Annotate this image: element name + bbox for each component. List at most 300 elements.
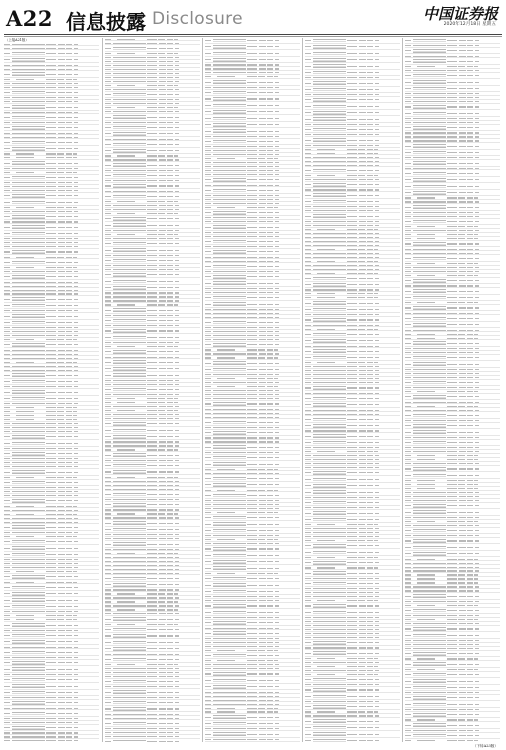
table-cell [359,77,366,78]
table-cell [175,499,179,500]
table-cell [259,217,266,218]
table-cell [313,386,346,390]
table-cell [347,216,357,217]
table-cell [305,715,311,716]
table-cell [259,313,266,314]
table-cell [113,265,146,266]
table-cell [375,89,379,90]
table-cell [313,374,346,375]
table-cell [313,81,346,85]
table-cell [274,158,278,159]
table-cell [147,77,157,78]
table-row [105,216,200,222]
table-cell [259,585,266,586]
table-cell [46,635,56,636]
table-cell [367,567,373,568]
table-cell [74,74,78,75]
table-cell [375,740,379,741]
table-cell [46,74,56,75]
table-cell [213,535,246,536]
table-cell [213,110,246,114]
table-row [105,417,200,420]
table-cell [313,145,346,146]
table-cell [147,325,157,326]
table-cell [275,555,279,556]
table-cell [12,651,45,655]
table-row [205,330,300,333]
table-cell [74,495,78,496]
table-cell [267,179,273,180]
table-cell [167,445,173,446]
table-cell [267,568,273,569]
table-cell [259,124,266,125]
table-cell [259,441,266,442]
table-cell [12,458,45,459]
table-row [205,166,300,169]
table-row [4,505,99,508]
table-cell [213,427,246,428]
table-cell [113,736,146,737]
table-cell [159,250,166,251]
table-cell [159,117,166,118]
table-cell [367,66,373,67]
table-cell [305,140,311,141]
table-cell [147,728,157,729]
table-row [305,451,400,454]
table-cell [347,225,357,226]
table-row [305,392,400,395]
table-cell [58,500,65,501]
table-cell [175,732,179,733]
table-cell [12,380,45,384]
table-cell [167,346,173,347]
table-cell [213,174,246,175]
table-cell [374,175,378,176]
table-row [4,82,99,85]
table-cell [305,170,311,171]
table-row [105,111,200,114]
table-row [405,38,500,44]
table-cell [12,242,45,243]
table-cell [57,411,64,412]
table-cell [347,179,357,180]
table-cell [175,430,179,431]
table-cell [305,106,311,107]
table-cell [12,366,45,367]
table-cell [313,161,346,162]
table-cell [347,149,357,150]
table-cell [66,117,72,118]
table-cell [317,149,335,150]
table-cell [175,81,179,82]
table-cell [205,708,211,709]
table-cell [147,111,157,112]
table-cell [205,221,211,222]
table-cell [74,686,78,687]
table-cell [175,394,179,395]
table-cell [205,82,211,83]
table-cell [259,398,266,399]
table-cell [313,571,346,575]
table-cell [374,658,378,659]
table-cell [367,479,373,480]
table-cell [58,59,65,60]
table-cell [205,495,211,496]
table-cell [205,723,211,724]
table-cell [167,485,173,486]
table-row [305,434,400,440]
table-row [4,246,99,249]
table-row [205,664,300,667]
table-cell [175,310,179,311]
table-cell [12,72,45,76]
table-cell [359,637,366,638]
table-cell [175,209,179,210]
table-cell [159,499,166,500]
table-cell [66,195,72,196]
table-row [4,297,99,303]
table-row [105,265,200,268]
table-cell [147,477,157,478]
table-cell [12,87,45,88]
table-cell [113,534,146,535]
table-cell [305,404,311,405]
table-cell [305,382,311,383]
table-cell [12,176,45,180]
table-cell [74,163,78,164]
table-cell [367,562,373,563]
table-cell [267,271,273,272]
table-cell [147,441,157,442]
table-cell [4,482,10,483]
table-cell [74,522,78,523]
table-cell [117,107,135,108]
table-cell [4,153,10,154]
table-row [305,647,400,650]
table-row [305,688,400,694]
table-cell [147,635,157,636]
table-cell [247,417,257,418]
table-cell [367,210,373,211]
table-row [305,318,400,324]
table-cell [275,398,279,399]
table-row [105,707,200,713]
table-cell [259,322,266,323]
table-cell [275,437,279,438]
table-cell [305,284,311,285]
table-cell [66,177,72,178]
continued-from-label: （上接A21版） [5,38,29,42]
table-cell [105,718,111,719]
table-cell [359,195,366,196]
table-cell [159,380,166,381]
table-cell [274,539,278,540]
table-row [305,620,400,623]
table-cell [74,310,78,311]
table-cell [267,555,273,556]
table-row [105,248,200,254]
table-cell [267,190,273,191]
table-cell [405,40,411,41]
table-cell [359,701,366,702]
table-cell [205,512,211,513]
table-row [4,498,99,504]
table-cell [159,517,166,518]
table-cell [305,711,311,712]
table-cell [58,310,65,311]
table-cell [46,207,56,208]
table-row [105,64,200,67]
table-cell [105,708,111,709]
table-cell [217,660,235,661]
table-row [205,394,300,397]
table-cell [247,617,257,618]
table-cell [359,278,366,279]
table-cell [359,157,366,158]
table-cell [167,281,173,282]
table-cell [258,711,265,712]
table-cell [113,732,146,733]
table-cell [205,427,211,428]
table-row [4,509,99,512]
table-cell [66,233,72,234]
table-cell [259,457,266,458]
table-cell [205,105,211,106]
table-cell [367,727,373,728]
table-cell [213,437,246,438]
table-cell [367,455,373,456]
table-cell [259,561,266,562]
table-cell [259,154,266,155]
table-cell [274,490,278,491]
table-cell [367,201,373,202]
table-cell [247,141,257,142]
table-cell [267,335,273,336]
table-cell [167,460,173,461]
table-cell [147,238,157,239]
table-cell [113,174,146,178]
table-row [305,374,400,377]
table-cell [46,697,56,698]
table-cell [167,477,173,478]
table-cell [267,664,273,665]
table-cell [113,613,146,614]
table-row [305,604,400,610]
table-cell [313,617,346,618]
table-row [305,430,400,433]
table-cell [58,587,65,588]
table-row [105,640,200,646]
table-cell [159,144,166,145]
table-cell [205,266,211,267]
table-cell [12,510,45,511]
table-row [305,248,400,251]
table-cell [267,353,273,354]
table-cell [347,329,357,330]
table-row [105,92,200,98]
table-cell [359,485,366,486]
table-cell [175,406,179,407]
table-cell [46,286,56,287]
table-cell [213,398,246,399]
table-cell [167,672,173,673]
table-cell [367,513,373,514]
table-cell [159,296,166,297]
table-cell [147,94,157,95]
table-cell [105,659,111,660]
table-cell [58,487,65,488]
table-cell [105,597,111,598]
table-cell [4,366,10,367]
table-row [4,623,99,629]
table-cell [12,168,45,169]
table-row [305,556,400,559]
table-cell [159,73,166,74]
table-cell [317,297,335,298]
table-row [205,320,300,326]
table-cell [259,199,266,200]
table-cell [66,713,72,714]
table-cell [375,161,379,162]
table-row [305,463,400,466]
table-cell [12,190,45,191]
table-cell [113,61,146,62]
table-cell [16,267,34,268]
table-row [305,616,400,619]
table-cell [313,528,346,529]
table-cell [12,403,45,404]
table-cell [347,289,357,290]
table-cell [367,583,373,584]
table-cell [4,582,10,583]
table-cell [105,517,111,518]
table-cell [167,342,173,343]
table-cell [247,478,257,479]
table-cell [66,242,72,243]
table-cell [147,460,157,461]
table-row [305,673,400,676]
table-cell [375,216,379,217]
table-cell [175,436,179,437]
table-cell [58,107,65,108]
table-cell [213,664,246,665]
table-cell [12,286,45,287]
table-cell [205,349,211,350]
table-cell [74,370,78,371]
table-row [105,441,200,444]
table-cell [375,221,379,222]
table-cell [205,394,211,395]
table-cell [147,642,157,643]
table-cell [358,451,365,452]
table-cell [267,246,273,247]
table-cell [175,557,179,558]
table-cell [175,225,179,226]
table-row [305,57,400,63]
table-cell [267,717,273,718]
table-cell [275,504,279,505]
table-cell [58,227,65,228]
table-cell [359,436,366,437]
table-cell [167,414,173,415]
table-cell [305,701,311,702]
table-row [205,472,300,475]
table-cell [167,304,173,305]
table-cell [305,463,311,464]
table-cell [313,382,346,383]
table-cell [167,57,173,58]
table-cell [4,65,10,66]
table-row [105,686,200,689]
table-cell [167,676,173,677]
table-row [305,193,400,199]
table-row [4,335,99,338]
table-cell [167,375,173,376]
table-cell [105,281,111,282]
table-cell [12,44,45,45]
table-cell [4,282,10,283]
table-cell [359,536,366,537]
table-row [4,660,99,666]
table-cell [105,205,111,206]
table-cell [147,337,157,338]
table-cell [413,56,446,57]
table-cell [66,398,72,399]
table-cell [117,601,135,602]
table-cell [159,676,166,677]
table-cell [105,601,111,602]
table-cell [159,681,166,682]
table-cell [158,593,165,594]
table-cell [58,83,65,84]
table-cell [305,149,311,150]
table-cell [105,342,111,343]
table-cell [73,506,77,507]
table-cell [267,646,273,647]
table-cell [205,605,211,606]
table-cell [205,441,211,442]
table-cell [347,447,357,448]
table-row [205,416,300,419]
table-cell [167,728,173,729]
table-cell [247,288,257,289]
table-cell [4,251,10,252]
table-cell [113,589,146,590]
table-cell [167,423,173,424]
table-cell [375,112,379,113]
table-cell [313,467,346,468]
table-cell [46,227,56,228]
table-cell [105,99,111,100]
table-row [105,480,200,483]
table-cell [205,717,211,718]
table-cell [317,362,335,363]
table-cell [12,275,45,279]
table-cell [158,234,165,235]
table-cell [105,697,111,698]
table-cell [16,153,34,154]
table-cell [205,704,211,705]
table-cell [105,39,111,40]
table-cell [12,491,45,492]
table-cell [147,117,157,118]
table-cell [58,168,65,169]
table-cell [4,92,10,93]
table-cell [259,53,266,54]
table-cell [375,455,379,456]
table-cell [113,43,146,44]
table-cell [74,227,78,228]
